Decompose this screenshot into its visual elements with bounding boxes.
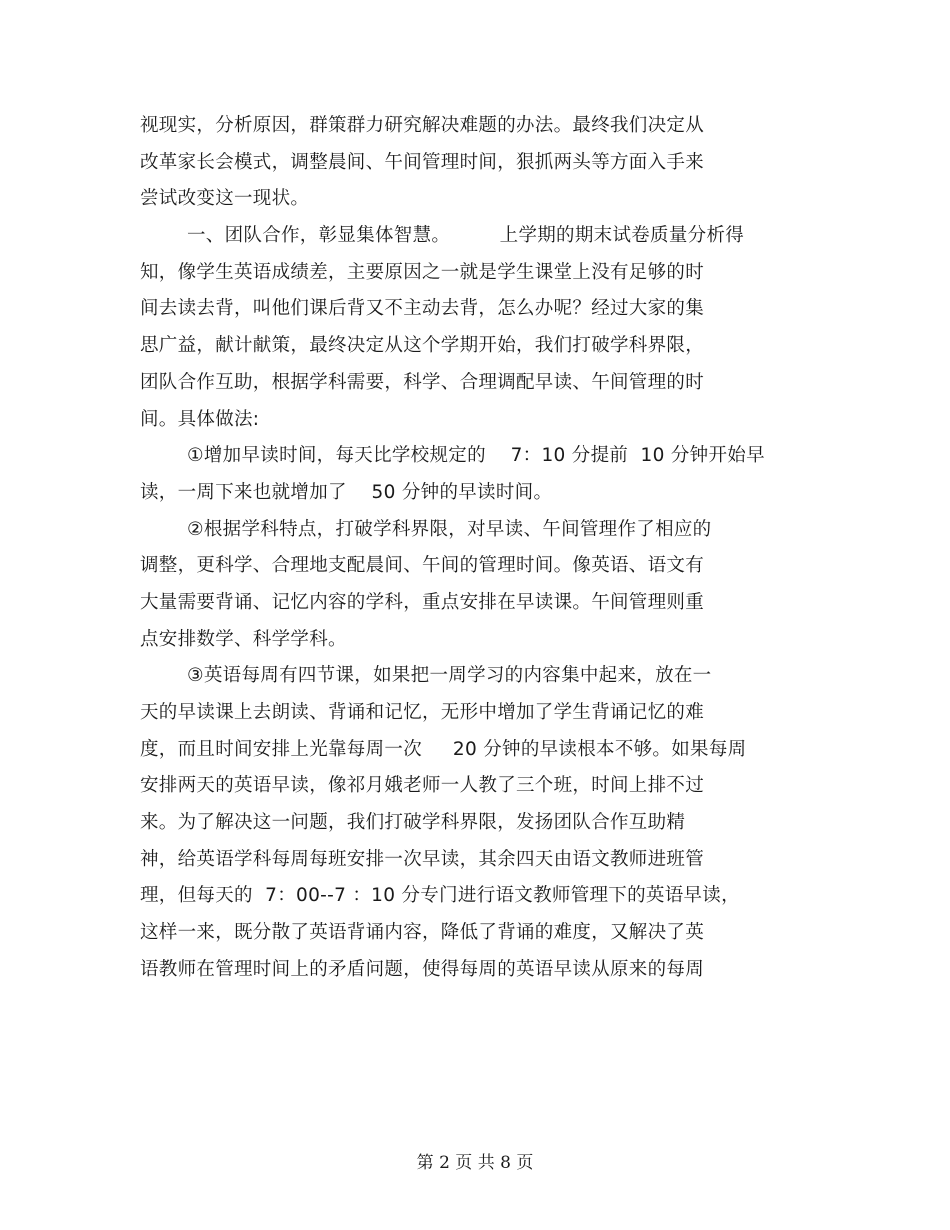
- body-text: [0, 108, 950, 989]
- text-line: 安排两天的英语早读，像祁月娥老师一人教了三个班，时间上排不过: [140, 775, 705, 797]
- text-line: 点安排数学、科学学科。: [140, 628, 347, 650]
- text-line: ③英语每周有四节课，如果把一周学习的内容集中起来，放在一: [187, 665, 712, 687]
- text-line: 理，但每天的 7：00--7 ：10 分专门进行语文教师管理下的英语早读，: [140, 885, 740, 907]
- text-line: 语教师在管理时间上的矛盾问题，使得每周的英语早读从原来的每周: [140, 958, 705, 980]
- text-line: 间去读去背，叫他们课后背又不主动去背，怎么办呢？经过大家的集: [140, 298, 705, 320]
- text-line: 神，给英语学科每周每班安排一次早读，其余四天由语文教师进班管: [140, 848, 705, 870]
- text-line: 读，一周下来也就增加了 50 分钟的早读时间。: [140, 481, 553, 503]
- text-line: 调整，更科学、合理地支配晨间、午间的管理时间。像英语、语文有: [140, 555, 705, 577]
- text-line: 一、团队合作，彰显集体智慧。 上学期的期末试卷质量分析得: [187, 225, 745, 247]
- text-line: 大量需要背诵、记忆内容的学科，重点安排在早读课。午间管理则重: [140, 591, 705, 613]
- text-line: 知，像学生英语成绩差，主要原因之一就是学生课堂上没有足够的时: [140, 261, 705, 283]
- text-line: 度，而且时间安排上光靠每周一次 20 分钟的早读根本不够。如果每周: [140, 738, 747, 760]
- page-footer: 第 2 页 共 8 页: [416, 1153, 534, 1173]
- text-line: 视现实，分析原因，群策群力研究解决难题的办法。最终我们决定从: [140, 115, 705, 136]
- text-line: 团队合作互助，根据学科需要，科学、合理调配早读、午间管理的时: [140, 371, 705, 393]
- text-line: ①增加早读时间，每天比学校规定的 7：10 分提前 10 分钟开始早: [187, 445, 765, 467]
- text-line: 天的早读课上去朗读、背诵和记忆，无形中增加了学生背诵记忆的难: [140, 702, 705, 723]
- text-line: 尝试改变这一现状。: [140, 188, 310, 210]
- text-line: 间。具体做法:: [140, 408, 260, 430]
- text-line: 来。为了解决这一问题，我们打破学科界限，发扬团队合作互助精: [140, 812, 686, 834]
- text-line: 这样一来，既分散了英语背诵内容，降低了背诵的难度，又解决了英: [140, 922, 705, 944]
- text-line: ②根据学科特点，打破学科界限，对早读、午间管理作了相应的: [187, 518, 712, 540]
- text-line: 改革家长会模式，调整晨间、午间管理时间，狠抓两头等方面入手来: [140, 151, 705, 173]
- text-line: 思广益，献计献策，最终决定从这个学期开始，我们打破学科界限，: [140, 335, 705, 357]
